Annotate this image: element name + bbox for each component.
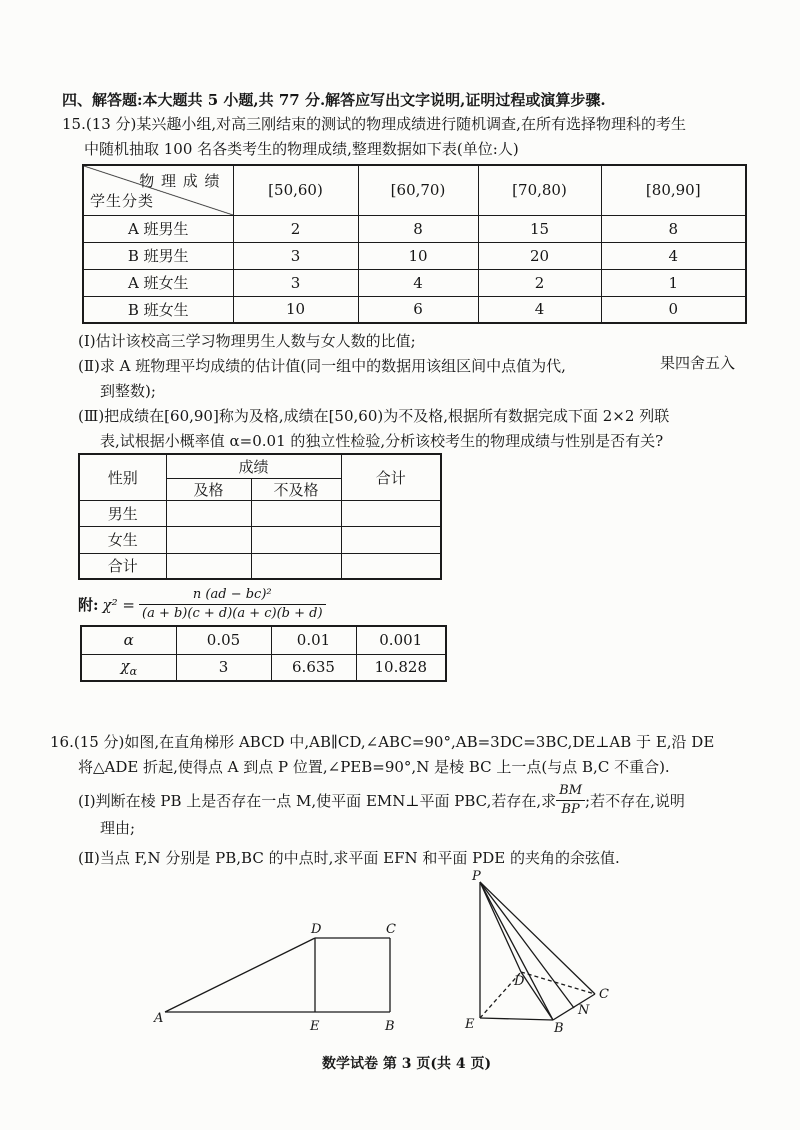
formula-numerator: n (ad − bc)² [139,586,326,605]
table-row [79,553,441,579]
table-row [81,654,446,681]
empty-cell [166,553,251,579]
q16-intro-line1: 16.(15 分)如图,在直角梯形 ABCD 中,AB∥CD,∠ABC=90°,AB=3DC=3BC,DE⊥AB 于 E,沿 DE [50,733,715,751]
table-cell: 1 [601,269,746,296]
table-row [83,296,746,323]
ratio-numerator: BM [556,782,585,801]
label-A: A [154,1011,164,1026]
formula-lhs: χ² = [102,595,135,614]
label-P: P [472,869,481,884]
table-cell: 0.001 [356,626,446,654]
segment-AD [165,938,315,1012]
q15-part3-line1: (Ⅲ)把成绩在[60,90]称为及格,成绩在[50,60)为不及格,根据所有数据完成下面 2×2 列联 [78,407,670,425]
empty-cell [341,500,441,526]
table-cell: 10 [233,296,358,323]
table-cell: 3 [176,654,271,681]
label-C: C [599,987,609,1002]
empty-cell [166,526,251,553]
critical-value-table [80,625,447,682]
segment-DB [521,972,553,1020]
label-N: N [578,1003,590,1018]
label-C: C [386,922,396,937]
pass-header: 及格 [166,478,251,500]
contingency-table [78,453,442,580]
q16-part1-line1 [78,782,685,819]
row-label: A 班女生 [83,269,233,296]
table-cell: 4 [478,296,601,323]
segment-PN [480,882,574,1008]
page-footer: 数学试卷 第 3 页(共 4 页) [322,1056,492,1072]
table-header-row [79,454,441,478]
chi-label [81,654,176,681]
table-header-row [83,165,746,215]
pyramid-figure [480,882,595,1020]
table-cell: 2 [478,269,601,296]
q15-part3-line2: 表,试根据小概率值 α=0.01 的独立性检验,分析该校考生的物理成绩与性别是否有关? [100,432,664,450]
table-cell: 0.01 [271,626,356,654]
table-cell: 10 [358,242,478,269]
label-E: E [310,1019,320,1034]
table-cell: 8 [358,215,478,242]
total-header: 合计 [341,454,441,500]
table-cell: 0.05 [176,626,271,654]
table-cell: 15 [478,215,601,242]
segment-PD [480,882,521,972]
table-cell: 10.828 [356,654,446,681]
empty-cell [341,553,441,579]
formula-fraction [139,586,326,623]
empty-cell [166,500,251,526]
column-header: [50,60) [233,165,358,215]
row-label: B 班女生 [83,296,233,323]
table-corner-cell [83,165,233,215]
table-cell: 20 [478,242,601,269]
column-header: [80,90] [601,165,746,215]
segment-EB [480,1018,553,1020]
corner-header-score: 物 理 成 绩 [139,172,221,190]
ratio-fraction [556,782,585,819]
fail-header: 不及格 [251,478,341,500]
chi-subscript: α [129,664,138,678]
table-row [79,500,441,526]
table-cell: 0 [601,296,746,323]
table-cell: 3 [233,269,358,296]
table-cell: 6.635 [271,654,356,681]
row-label: 合计 [79,553,166,579]
q16-part1-text-before: (Ⅰ)判断在棱 PB 上是否存在一点 M,使平面 EMN⊥平面 PBC,若存在,求 [78,791,557,810]
ratio-denominator: BP [561,802,580,817]
q15-part2-line1: (Ⅱ)求 A 班物理平均成绩的估计值(同一组中的数据用该组区间中点值为代, [78,357,566,375]
table-row [81,626,446,654]
column-header: [70,80) [478,165,601,215]
q16-intro-line2: 将△ADE 折起,使得点 A 到点 P 位置,∠PEB=90°,N 是棱 BC 上一点(与点 B,C 不重合). [78,758,670,776]
q16-part2: (Ⅱ)当点 F,N 分别是 PB,BC 的中点时,求平面 EFN 和平面 PDE 的夹角的余弦值. [78,849,620,867]
label-D: D [311,922,322,937]
gender-header: 性别 [79,454,166,500]
score-header: 成绩 [166,454,341,478]
q16-part1-line2: 理由; [100,819,136,837]
geometry-figures [0,862,800,1050]
table-row [83,269,746,296]
table-row [83,242,746,269]
label-D: D [514,974,525,989]
formula-prefix: 附: [78,596,99,614]
section-heading: 四、解答题:本大题共 5 小题,共 77 分.解答应写出文字说明,证明过程或演算步骤. [62,91,606,109]
table-cell: 6 [358,296,478,323]
label-B: B [554,1021,564,1036]
table-cell: 3 [233,242,358,269]
chi-square-formula [78,586,326,623]
row-label: B 班男生 [83,242,233,269]
label-B: B [385,1019,395,1034]
empty-cell [251,526,341,553]
table-cell: 2 [233,215,358,242]
q15-intro-line1: 15.(13 分)某兴趣小组,对高三刚结束的测试的物理成绩进行随机调查,在所有选择物理科的考生 [62,115,686,133]
trapezoid-labels [153,922,396,1034]
q16-part1-text-after: ;若不存在,说明 [585,791,685,810]
q15-part1: (Ⅰ)估计该校高三学习物理男生人数与女人数的比值; [78,332,416,350]
empty-cell [251,553,341,579]
table-row [79,526,441,553]
table-row [83,215,746,242]
q15-part2-line1-tail: 果四舍五入 [660,354,736,372]
alpha-label: α [81,626,176,654]
segment-PB [480,882,553,1020]
trapezoid-figure [165,938,390,1012]
row-label: A 班男生 [83,215,233,242]
formula-denominator: (a + b)(c + d)(a + c)(b + d) [142,606,323,621]
row-label: 女生 [79,526,166,553]
chi-symbol: χ [120,656,130,675]
table-cell: 8 [601,215,746,242]
q15-intro-line2: 中随机抽取 100 名各类考生的物理成绩,整理数据如下表(单位:人) [84,140,519,158]
label-E: E [465,1017,475,1032]
table-cell: 4 [358,269,478,296]
column-header: [60,70) [358,165,478,215]
row-label: 男生 [79,500,166,526]
empty-cell [251,500,341,526]
score-distribution-table [82,164,747,324]
q15-part2-line2: 到整数); [100,382,156,400]
empty-cell [341,526,441,553]
corner-header-category: 学生分类 [90,191,155,210]
table-cell: 4 [601,242,746,269]
